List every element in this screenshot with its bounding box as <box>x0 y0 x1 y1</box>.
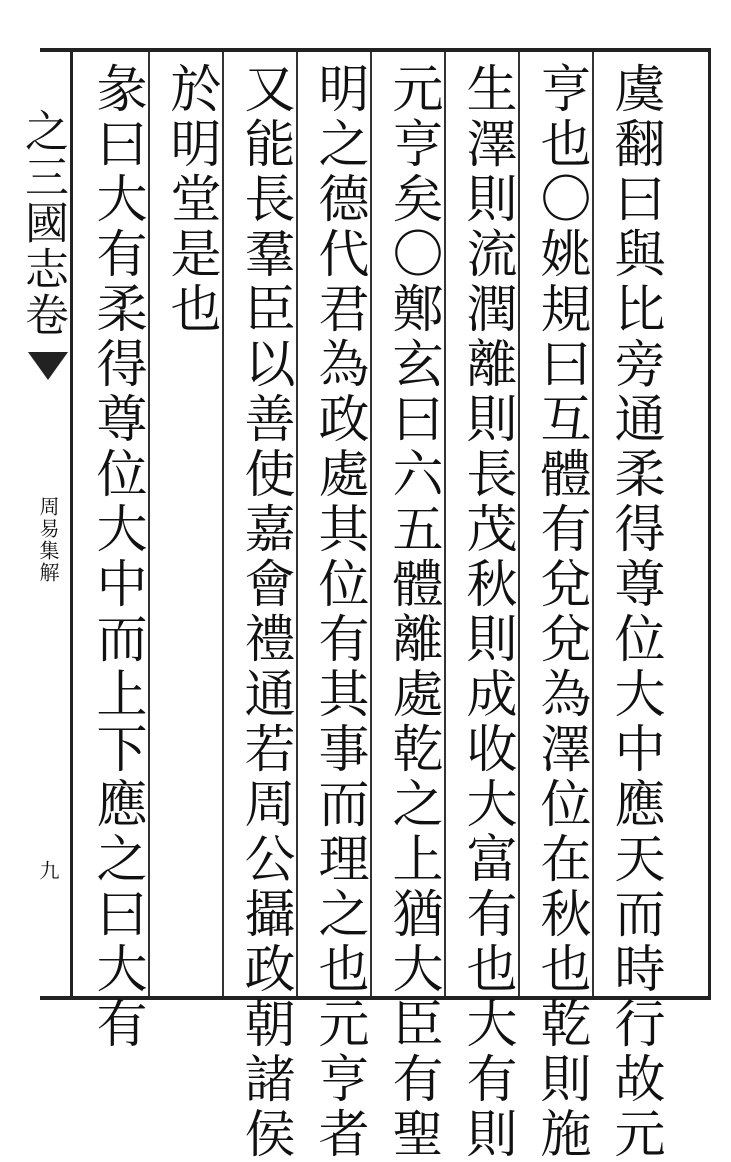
text-column: 明之德代君為政處其位有其事而理之也元亨者 <box>309 62 368 1162</box>
top-border <box>40 48 711 52</box>
text-column: 生澤則流潤離則長茂秋則成收大富有也大有則 <box>457 62 516 1162</box>
column-rule <box>518 52 520 996</box>
page-number: 九 <box>36 860 60 880</box>
text-column: 於明堂是也 <box>161 62 220 337</box>
right-border <box>708 48 711 1000</box>
text-column: 元亨矣〇鄭玄曰六五體離處乾之上猶大臣有聖 <box>383 62 442 1162</box>
fish-tail-mark-icon <box>28 352 68 380</box>
column-rule <box>296 52 298 996</box>
text-column: 又能長羣臣以善使嘉會禮通若周公攝政朝諸侯 <box>235 62 294 1162</box>
column-rule <box>444 52 446 996</box>
column-rule <box>592 52 594 996</box>
text-column: 亨也〇姚規曰互體有兌兌為澤位在秋也乾則施 <box>531 62 590 1162</box>
column-rule <box>222 52 224 996</box>
text-column: 虞翻曰與比旁通柔得尊位大中應天而時行故元 <box>605 62 664 1162</box>
page-margin <box>0 52 72 996</box>
book-title: 周易集解 <box>36 496 60 584</box>
text-column: 彖曰大有柔得尊位大中而上下應之曰大有 <box>87 62 146 1052</box>
column-rule <box>370 52 372 996</box>
column-rule <box>148 52 150 996</box>
margin-rule <box>70 52 73 996</box>
margin-edge-text: 之三國志卷 <box>17 108 68 338</box>
